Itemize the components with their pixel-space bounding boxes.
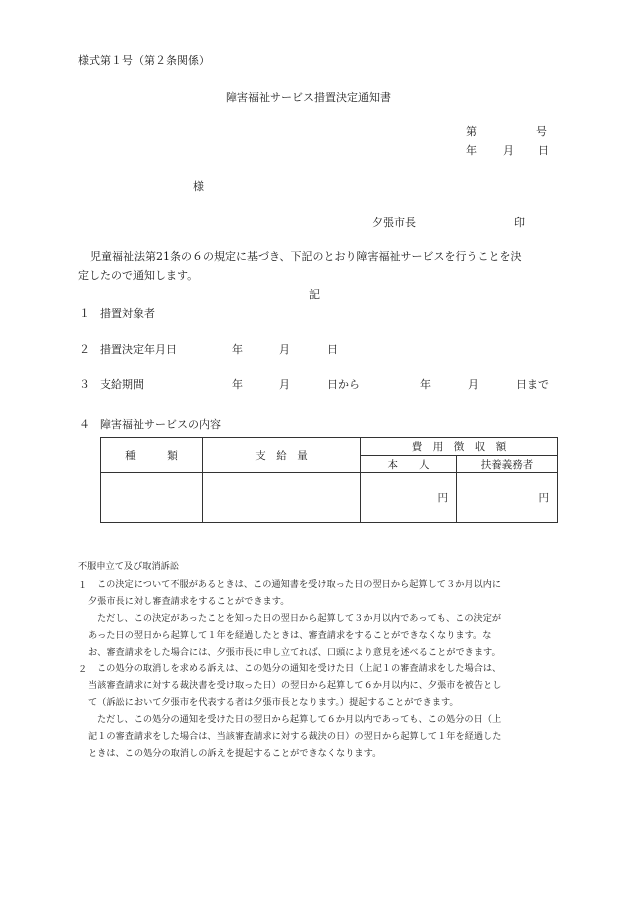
- appeal-1-line-2: 夕張市長に対し審査請求をすることができます。: [88, 596, 290, 607]
- item-3-day-from: 日から: [327, 378, 360, 391]
- item-1-label: 措置対象者: [100, 307, 155, 320]
- yen-unit-guardian: 円: [538, 492, 549, 504]
- appeal-1b-line-3: お、審査請求をした場合には、夕張市長に申し立てれば、口頭により意見を述べることができます。: [88, 647, 501, 658]
- item-2-number: ２: [79, 343, 90, 356]
- issuer-name: 夕張市長: [372, 216, 416, 229]
- page-title: 障害福祉サービス措置決定通知書: [226, 91, 391, 104]
- appeal-2-number: ２: [78, 664, 88, 675]
- item-2-label: 措置決定年月日: [100, 343, 177, 356]
- item-2-month: 月: [279, 343, 290, 356]
- column-header-type: 種 類: [101, 438, 203, 473]
- column-header-cost: 費 用 徴 収 額: [361, 438, 558, 456]
- ki-heading: 記: [309, 288, 320, 301]
- issuer-seal: 印: [514, 216, 525, 229]
- item-3-year-to: 年: [420, 378, 431, 391]
- item-3-number: ３: [79, 378, 90, 391]
- intro-line-1: 児童福祉法第21条の６の規定に基づき、下記のとおり障害福祉サービスを行うことを決: [90, 250, 522, 263]
- cell-self-cost: [361, 473, 457, 523]
- cell-type: [101, 473, 203, 523]
- yen-unit-self: 円: [437, 492, 448, 504]
- form-number: 様式第１号（第２条関係）: [78, 54, 210, 67]
- appeal-1b-line-2: あった日の翌日から起算して１年を経過したときは、審査請求をすることができなくなります。な: [88, 630, 492, 641]
- column-header-self: 本 人: [361, 456, 457, 473]
- doc-number-suffix: 号: [536, 125, 547, 138]
- item-3-month-from: 月: [279, 378, 290, 391]
- appeal-2-line-1: この処分の取消しを求める訴えは、この処分の通知を受けた日（上記１の審査請求をした場合は、: [97, 663, 502, 674]
- item-3-month-to: 月: [468, 378, 479, 391]
- item-3-label: 支給期間: [100, 378, 144, 391]
- item-3-day-to: 日まで: [516, 378, 549, 391]
- item-1-number: １: [79, 307, 90, 320]
- service-content-table: [100, 437, 558, 523]
- doc-number-prefix: 第: [466, 125, 477, 138]
- item-4-number: ４: [79, 418, 90, 431]
- appeal-2b-line-3: ときは、この処分の取消しの訴えを提起することができなくなります。: [88, 748, 382, 759]
- appeal-2b-line-1: ただし、この処分の通知を受けた日の翌日から起算して６か月以内であっても、この処分の日（上: [97, 714, 502, 725]
- appeal-1b-line-1: ただし、この決定があったことを知った日の翌日から起算して３か月以内であっても、この決定が: [97, 613, 502, 624]
- date-day: 日: [538, 144, 549, 157]
- intro-line-2: 定したので通知します。: [78, 269, 199, 282]
- addressee-suffix: 様: [193, 180, 204, 193]
- column-header-guardian: 扶養義務者: [457, 456, 558, 473]
- item-4-label: 障害福祉サービスの内容: [100, 418, 221, 431]
- date-month: 月: [503, 144, 514, 157]
- appeal-heading: 不服申立て及び取消訴訟: [78, 561, 180, 572]
- date-year: 年: [466, 144, 477, 157]
- item-2-year: 年: [232, 343, 243, 356]
- appeal-2b-line-2: 記１の審査請求をした場合は、当該審査請求に対する裁決の日）の翌日から起算して１年を経過した: [88, 731, 502, 742]
- item-2-day: 日: [327, 343, 338, 356]
- cell-guardian-cost: [457, 473, 558, 523]
- appeal-1-line-1: この決定について不服があるときは、この通知書を受け取った日の翌日から起算して３か月以内に: [97, 579, 502, 590]
- cell-amount: [203, 473, 361, 523]
- appeal-2-line-3: て（訴訟において夕張市を代表する者は夕張市長となります。）提起することができます。: [88, 697, 459, 708]
- appeal-1-number: １: [78, 580, 88, 591]
- item-3-year-from: 年: [232, 378, 243, 391]
- column-header-amount: 支 給 量: [203, 438, 361, 473]
- appeal-2-line-2: 当該審査請求に対する裁決書を受け取った日）の翌日から起算して６か月以内に、夕張市を被告とし: [88, 680, 502, 691]
